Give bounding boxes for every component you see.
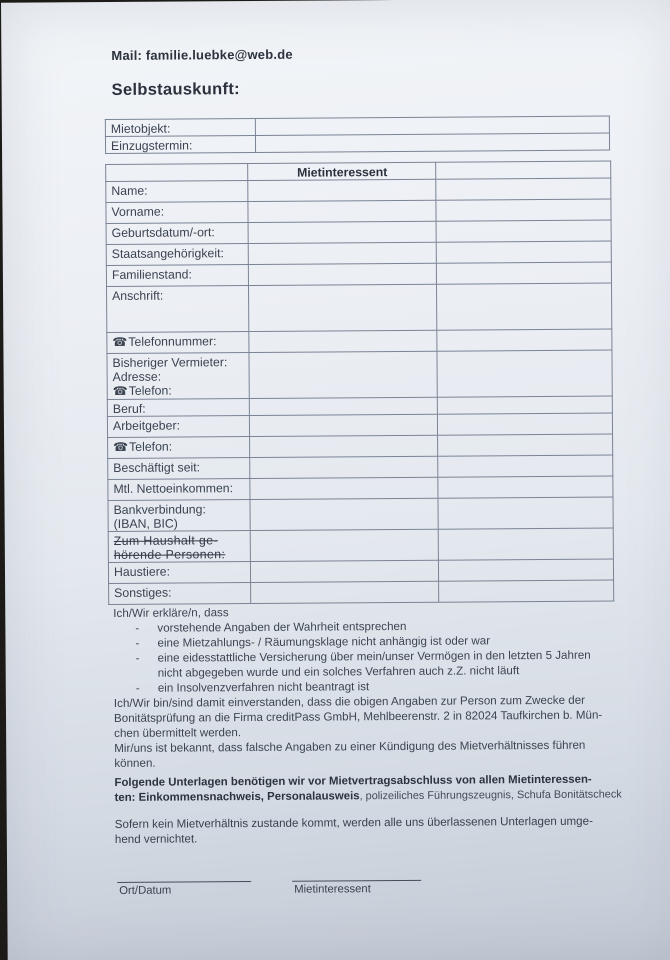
signature-label: Ort/Datum: [119, 884, 172, 897]
input-cell: [248, 200, 436, 222]
input-cell: [248, 242, 436, 264]
row-label: Bisheriger Vermieter:: [112, 355, 228, 370]
header-cell-empty: [436, 161, 611, 179]
signature-block-applicant: [292, 880, 421, 896]
label-cell: Staatsangehörigkeit:: [106, 244, 248, 266]
input-cell: [248, 179, 436, 201]
label-cell: [107, 353, 249, 400]
label-cell: [108, 437, 250, 459]
row-label: Telefon:: [129, 439, 173, 454]
label-cell: [108, 500, 250, 532]
declaration-section: [113, 602, 670, 771]
input-cell: [249, 397, 437, 415]
input-cell: [438, 497, 613, 529]
input-cell: [436, 241, 611, 263]
input-cell: [251, 581, 439, 603]
label-cell: Vorname:: [106, 202, 248, 224]
input-cell: [438, 559, 613, 581]
input-cell: [249, 351, 437, 398]
required-documents-normal: , polizeiliches Führungszeugnis, Schufa Bonitätscheck: [359, 788, 622, 803]
input-cell: [439, 580, 614, 602]
phone-icon: ☎: [113, 439, 129, 454]
input-cell: [250, 560, 438, 582]
header-cell-title: Mietinteressent: [248, 162, 436, 180]
object-table: [105, 115, 610, 154]
crossed-out-label: hörende Personen:: [113, 547, 226, 562]
input-cell: [249, 414, 437, 436]
table-row-crossed-out: [108, 528, 613, 563]
signature-label: Mietinteressent: [294, 883, 371, 896]
crossed-out-label: Zum Haushalt ge-: [113, 533, 218, 548]
label-cell: [107, 332, 249, 354]
declaration-intro: Ich/Wir erkläre/n, dass: [113, 606, 229, 620]
input-cell: [250, 456, 438, 478]
label-cell: Mietobjekt:: [105, 118, 255, 136]
bullet-text: eine eidesstattliche Versicherung über mein/unser Vermögen in den letzten 5 Jahren nicht abgegeben wurde und ein solches Verfahren auch z.Z. nicht läuft: [157, 648, 591, 680]
warning-paragraph: Mir/uns ist bekannt, dass falsche Angaben zu einer Kündigung des Mietverhältnisses führen können.: [114, 738, 586, 770]
input-cell: [437, 329, 612, 351]
list-item: [114, 647, 670, 681]
input-cell: [438, 476, 613, 498]
consent-paragraph: Ich/Wir bin/sind damit einverstanden, dass die obigen Angaben zur Person zum Zwecke der Bonitätsprüfung an die Firma creditPass GmbH, Mehlbeerenstr. 2 in 82024 Taufkirchen b. Mün- chen übermittelt werden.: [113, 693, 603, 740]
input-cell: [255, 133, 609, 152]
input-cell: [250, 477, 438, 499]
required-documents-bold: Folgende Unterlagen benötigen wir vor Mietvertragsabschluss von allen Mietinteressen- ten: Einkommensnachweis, Personalausweis: [114, 773, 592, 804]
input-cell: [438, 455, 613, 477]
input-cell: [250, 529, 438, 561]
input-cell: [248, 221, 436, 243]
label-cell: Anschrift:: [107, 286, 249, 333]
input-cell: [436, 178, 611, 200]
page-title: Selbstauskunft:: [111, 80, 240, 99]
input-cell: [436, 283, 611, 330]
label-cell: Familienstand:: [106, 265, 248, 287]
bullet-dash: -: [135, 651, 140, 665]
label-cell: Beschäftigt seit:: [108, 458, 250, 480]
input-cell: [437, 350, 612, 397]
applicant-table: [105, 160, 614, 605]
row-label: Telefon:: [128, 383, 172, 398]
label-cell: [108, 531, 250, 563]
bullet-dash: -: [135, 636, 140, 650]
document-content: [1, 0, 670, 960]
document-paper: [1, 0, 670, 960]
table-row: [108, 497, 613, 532]
required-documents-paragraph: [114, 772, 670, 806]
row-label: Adresse:: [112, 369, 162, 384]
input-cell: [248, 263, 436, 285]
bullet-text: ein Insolvenzverfahren nicht beantragt ist: [157, 680, 370, 695]
table-row: [109, 580, 614, 605]
label-cell: Mtl. Nettoeinkommen:: [108, 479, 250, 501]
input-cell: [250, 498, 438, 530]
bullet-text: eine Mietzahlungs- / Räumungsklage nicht anhängig ist oder war: [157, 634, 491, 650]
input-cell: [437, 413, 612, 435]
phone-icon: ☎: [112, 383, 128, 398]
input-cell: [438, 434, 613, 456]
table-row: [107, 283, 612, 333]
bullet-text: vorstehende Angaben der Wahrheit entsprechen: [157, 619, 407, 635]
mail-line: Mail: familie.luebke@web.de: [111, 46, 293, 63]
input-cell: [436, 199, 611, 221]
phone-icon: ☎: [112, 334, 128, 349]
label-cell: Haustiere:: [108, 562, 250, 584]
input-cell: [250, 435, 438, 457]
label-cell: Sonstiges:: [109, 583, 251, 605]
signature-block-location-date: [117, 881, 251, 897]
header-cell-empty: [106, 164, 248, 182]
bullet-dash: -: [135, 681, 140, 695]
input-cell: [249, 330, 437, 352]
row-label: Telefonnummer:: [128, 334, 217, 349]
table-row: [107, 350, 612, 400]
input-cell: [438, 528, 613, 560]
input-cell: [436, 262, 611, 284]
table-row: [105, 133, 609, 154]
bullet-dash: -: [135, 621, 140, 635]
label-cell: Geburtsdatum/-ort:: [106, 223, 248, 245]
input-cell: [436, 220, 611, 242]
label-cell: Arbeitgeber:: [107, 416, 249, 438]
input-cell: [248, 284, 436, 331]
row-label: Bankverbindung:: [113, 502, 206, 517]
label-cell: Beruf:: [107, 399, 249, 417]
row-label: (IBAN, BIC): [113, 516, 178, 531]
label-cell: Name:: [106, 181, 248, 203]
input-cell: [437, 396, 612, 414]
label-cell: Einzugstermin:: [105, 135, 255, 153]
retention-paragraph: Sofern kein Mietverhältnis zustande kommt, werden alle uns überlassenen Unterlagen umge- hend vernichtet.: [114, 814, 593, 846]
